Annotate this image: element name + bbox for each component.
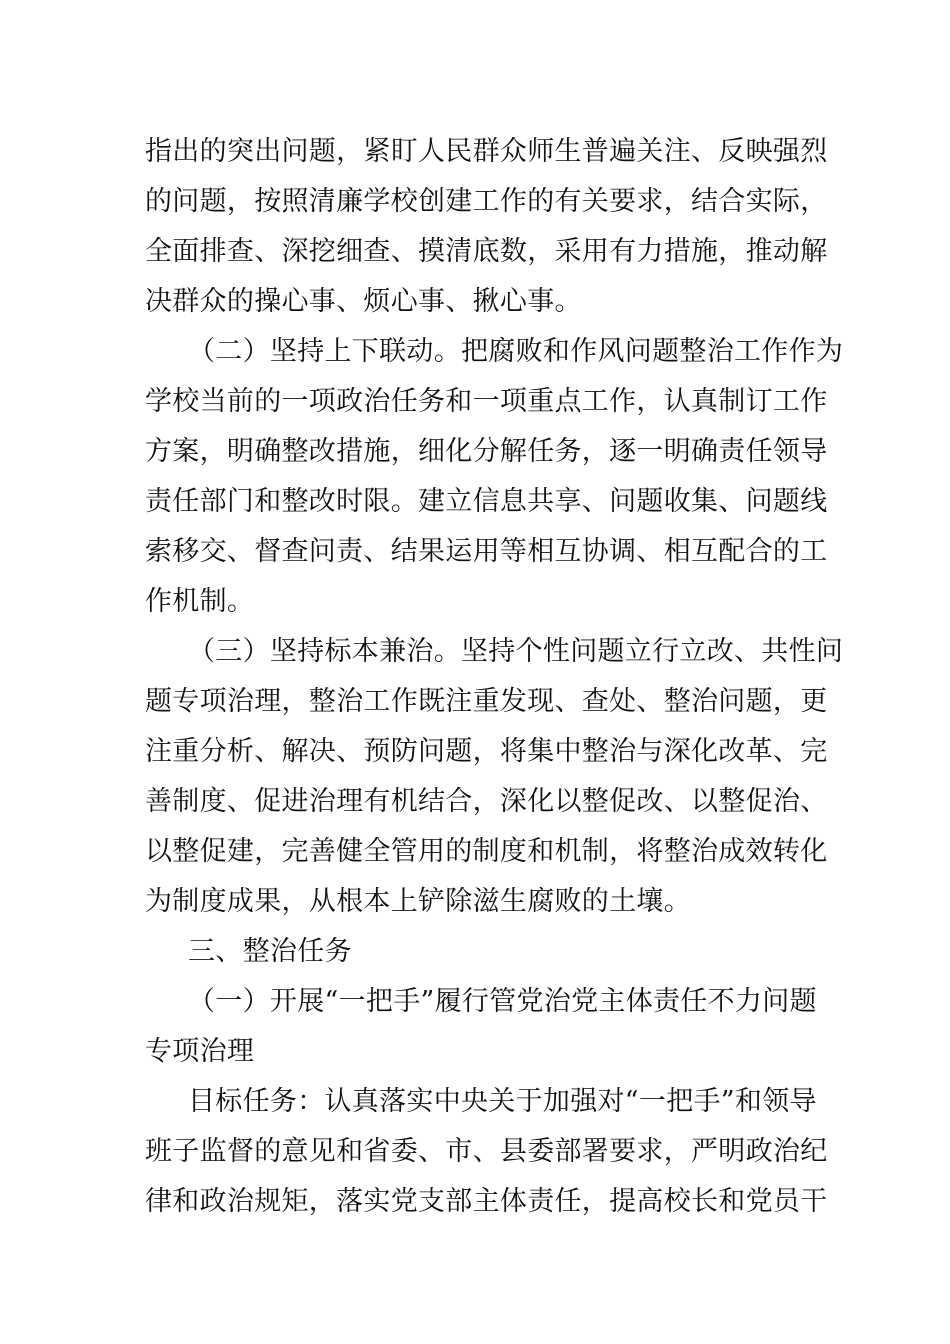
text-line: 注重分析、解决、预防问题，将集中整治与深化改革、完 xyxy=(145,736,828,767)
text-line: 善制度、促进治理有机结合，深化以整促改、以整促治、 xyxy=(145,786,828,817)
text-line: 目标任务：认真落实中央关于加强对“一把手”和领导 xyxy=(188,1086,817,1117)
text-line: 学校当前的一项政治任务和一项重点工作，认真制订工作 xyxy=(145,386,828,417)
text-line: 全面排查、深挖细查、摸清底数，采用有力措施，推动解 xyxy=(145,236,828,267)
text-line: 为制度成果，从根本上铲除滋生腐败的土壤。 xyxy=(145,886,691,917)
text-line: 班子监督的意见和省委、市、县委部署要求，严明政治纪 xyxy=(145,1136,828,1167)
text-line: 题专项治理，整治工作既注重发现、查处、整治问题，更 xyxy=(145,686,828,717)
text-line: 责任部门和整改时限。建立信息共享、问题收集、问题线 xyxy=(145,486,828,517)
text-line: 以整促建，完善健全管用的制度和机制，将整治成效转化 xyxy=(145,836,828,867)
subsection-heading-continued: 专项治理 xyxy=(145,1036,255,1067)
section-heading: 三、整治任务 xyxy=(188,936,352,967)
text-line: 方案，明确整改措施，细化分解任务，逐一明确责任领导 xyxy=(145,436,828,467)
text-line: 决群众的操心事、烦心事、揪心事。 xyxy=(145,286,582,317)
text-line: 的问题，按照清廉学校创建工作的有关要求，结合实际， xyxy=(145,186,828,217)
text-line: 作机制。 xyxy=(145,586,255,617)
text-line: （三）坚持标本兼治。坚持个性问题立行立改、共性问 xyxy=(188,636,844,667)
text-line: （二）坚持上下联动。把腐败和作风问题整治工作作为 xyxy=(188,336,844,367)
text-line: 指出的突出问题，紧盯人民群众师生普遍关注、反映强烈 xyxy=(145,136,828,167)
text-line: 律和政治规矩，落实党支部主体责任，提高校长和党员干 xyxy=(145,1186,828,1217)
text-line: 索移交、督查问责、结果运用等相互协调、相互配合的工 xyxy=(145,536,828,567)
subsection-heading: （一）开展“一把手”履行管党治党主体责任不力问题 xyxy=(188,986,817,1017)
